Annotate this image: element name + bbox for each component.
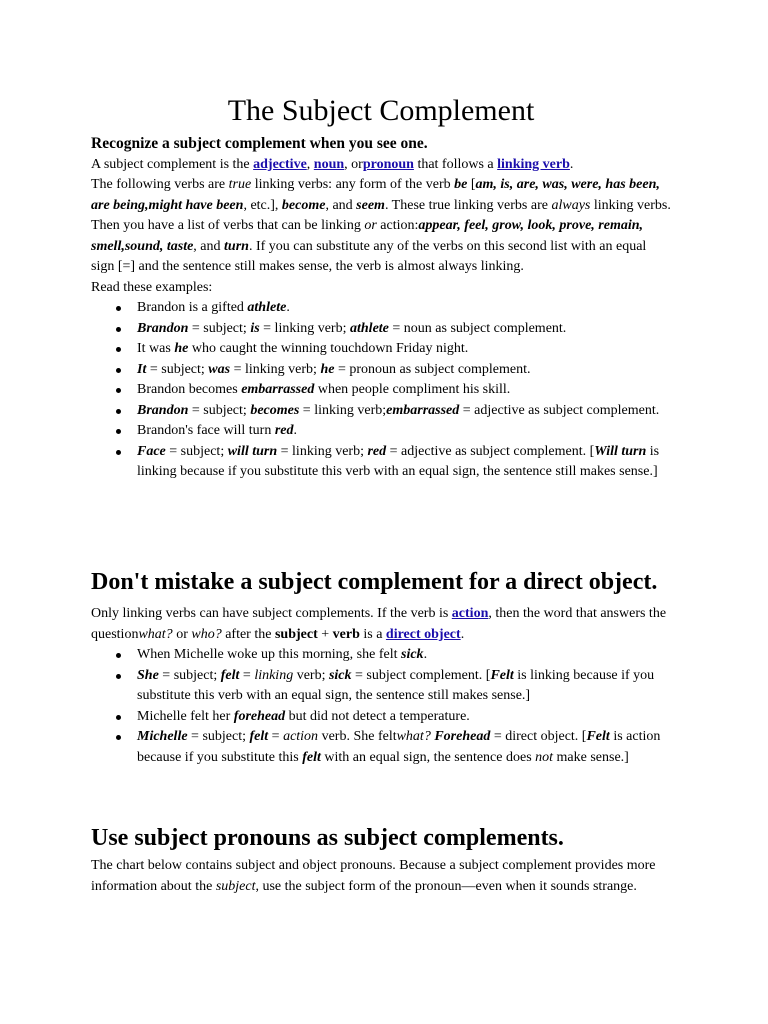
text-run: , and [193, 238, 225, 254]
text-run: When Michelle woke up this morning, she felt [137, 647, 401, 662]
text-run: linking verbs. [590, 197, 671, 213]
emphasis-text: was [208, 361, 231, 377]
term-link[interactable]: direct object [385, 626, 461, 642]
italic-text: what? [138, 626, 173, 642]
emphasis-text: Face [137, 443, 166, 459]
italic-text: true [228, 177, 252, 192]
text-run: = subject; [158, 667, 221, 683]
emphasis-text: athlete [350, 320, 389, 336]
italic-text: linking [254, 667, 294, 683]
text-run: action: [376, 218, 419, 233]
emphasis-text: am, is, are, was, were, has been, are being,might have been [91, 177, 660, 213]
text-run: = subject complement. [ [351, 667, 491, 683]
text-run: when people compliment his skill. [314, 382, 511, 397]
text-run: It was [137, 341, 175, 356]
text-run: = linking verb; [230, 361, 321, 377]
emphasis-text: Michelle [137, 729, 188, 744]
italic-text: always [551, 197, 591, 213]
text-run: , etc.], [243, 197, 282, 213]
example-item [137, 401, 671, 422]
text-run: = [239, 667, 255, 683]
emphasis-text: felt [220, 667, 240, 683]
text-run: verb; [293, 667, 329, 683]
text-run: is linking because if you substitute this verb with an equal sign, the sentence still makes sense.] [137, 443, 660, 479]
example-list [91, 645, 671, 768]
text-run: . [569, 156, 574, 172]
text-run: Michelle felt her [137, 708, 234, 724]
text-run: = adjective as subject complement. [459, 402, 660, 418]
text-run: = adjective as subject complement. [ [386, 443, 595, 459]
emphasis-text: felt [249, 729, 269, 744]
emphasis-text: turn [224, 238, 249, 254]
text-run: make sense.] [553, 749, 629, 765]
emphasis-text: become [281, 197, 326, 213]
text-run: The chart below contains subject and object pronouns. Because a subject complement provides more information about the [91, 858, 656, 894]
text-run: Then you have a list of verbs that can be linking [91, 218, 365, 233]
emphasis-text: Felt [586, 729, 610, 744]
text-run: linking verbs: any form of the verb [251, 177, 455, 192]
term-link[interactable]: pronoun [362, 156, 414, 172]
text-run: Brandon's face will turn [137, 423, 275, 438]
text-run: . [293, 423, 297, 438]
text-run: after the [221, 626, 275, 642]
text-run: = linking verb; [277, 443, 368, 459]
emphasis-text: will turn [227, 443, 278, 459]
text-run: Brandon becomes [137, 382, 242, 397]
text-run: = subject; [187, 729, 250, 744]
example-item [137, 339, 671, 360]
emphasis-text: he [174, 341, 189, 356]
example-item [137, 298, 671, 319]
section-heading: Recognize a subject complement when you see one. [91, 135, 428, 152]
text-run: = direct object. [ [490, 729, 587, 744]
text-run: = linking verb; [299, 402, 387, 418]
italic-text: or [364, 218, 377, 233]
emphasis-text: Felt [490, 667, 514, 683]
emphasis-text: forehead [233, 708, 286, 724]
emphasis-text: It [137, 361, 147, 377]
text-run: . [460, 626, 465, 642]
text-run: , or [344, 156, 363, 172]
page-title: The Subject Complement [227, 94, 535, 127]
example-item [137, 319, 671, 340]
emphasis-text: seem [356, 197, 385, 213]
text-run: = subject; [165, 443, 228, 459]
italic-text: not [535, 749, 554, 765]
section-heading: Don't mistake a subject complement for a direct object. [91, 569, 658, 595]
example-item [137, 727, 671, 768]
bold-text: verb [332, 626, 360, 642]
emphasis-text: sick [401, 647, 424, 662]
term-link[interactable]: noun [313, 156, 345, 172]
text-run: A subject complement is the [91, 156, 254, 172]
emphasis-text: appear, feel, grow, look, prove, remain, smell,sound, taste [91, 218, 644, 254]
text-run: , use the subject form of the pronoun—even when it sounds strange. [255, 878, 637, 894]
emphasis-text: he [320, 361, 335, 377]
emphasis-text: embarrassed [386, 402, 460, 418]
emphasis-text: Brandon [137, 320, 189, 336]
text-run: = subject; [146, 361, 209, 377]
text-run: but did not detect a temperature. [285, 708, 470, 724]
emphasis-text: Will turn [594, 443, 647, 459]
text-run: , and [325, 197, 357, 213]
paragraph-true-linking-verbs [91, 175, 671, 216]
term-link[interactable]: linking verb [497, 156, 570, 172]
emphasis-text: becomes [250, 402, 300, 418]
text-run: Only linking verbs can have subject complements. If the verb is [91, 606, 452, 621]
text-run: , [306, 156, 314, 172]
text-run: = linking verb; [259, 320, 350, 336]
section-recognize [91, 134, 671, 483]
example-list [91, 298, 671, 483]
paragraph-intro [91, 856, 671, 897]
emphasis-text: felt [302, 749, 321, 765]
bold-text: subject [274, 626, 318, 642]
emphasis-text: sick [328, 667, 352, 683]
text-run: verb. She felt [318, 729, 397, 744]
text-run: or [172, 626, 192, 642]
emphasis-text: embarrassed [241, 382, 315, 397]
text-run: with an equal sign, the sentence does [320, 749, 536, 765]
text-run: is linking because if you substitute this verb with an equal sign, the sentence still makes sense.] [137, 667, 655, 703]
text-run: is action because if you substitute this [137, 729, 661, 765]
italic-text: what? [396, 729, 431, 744]
paragraph-read-examples: Read these examples: [91, 279, 213, 295]
emphasis-text: athlete [247, 300, 287, 315]
section-subject-pronouns [91, 822, 671, 897]
text-run: = [268, 729, 284, 744]
italic-text: subject [215, 878, 256, 894]
text-run: Brandon is a gifted [137, 300, 248, 315]
emphasis-text: be [454, 177, 468, 192]
text-run: [ [467, 177, 476, 192]
text-run: . [286, 300, 290, 315]
italic-text: who? [191, 626, 222, 642]
emphasis-text: Forehead [434, 729, 491, 744]
term-link[interactable]: action [451, 606, 489, 621]
emphasis-text: red [274, 423, 294, 438]
paragraph-intro [91, 155, 671, 176]
section-heading: Use subject pronouns as subject complements. [91, 825, 564, 851]
example-item [137, 380, 671, 401]
text-run: = pronoun as subject complement. [334, 361, 531, 377]
text-run: = subject; [188, 320, 251, 336]
example-item [137, 707, 671, 728]
text-run: The following verbs are [91, 177, 229, 192]
italic-text: action [283, 729, 319, 744]
term-link[interactable]: adjective [253, 156, 307, 172]
text-run: = subject; [188, 402, 251, 418]
text-run: who caught the winning touchdown Friday night. [188, 341, 469, 356]
text-run: + [317, 626, 333, 642]
text-run: . [423, 647, 428, 662]
example-item [137, 421, 671, 442]
example-item [137, 442, 671, 483]
example-item [137, 360, 671, 381]
text-run: , then the word that answers the question [91, 606, 667, 642]
example-item [137, 666, 671, 707]
section-direct-object [91, 566, 671, 768]
emphasis-text: She [137, 667, 159, 683]
emphasis-text: Brandon [137, 402, 189, 418]
text-run: . These true linking verbs are [384, 197, 552, 213]
paragraph-linking-or-action [91, 216, 671, 278]
emphasis-text: red [367, 443, 387, 459]
text-run: . If you can substitute any of the verbs on this second list with an equal sign [=] and the sentence still makes sense, the verb is almost always linking. [91, 238, 647, 274]
text-run: is a [359, 626, 386, 642]
text-run: that follows a [413, 156, 498, 172]
paragraph-intro [91, 604, 671, 645]
emphasis-text: is [250, 320, 260, 336]
text-run: = noun as subject complement. [388, 320, 567, 336]
example-item [137, 645, 671, 666]
